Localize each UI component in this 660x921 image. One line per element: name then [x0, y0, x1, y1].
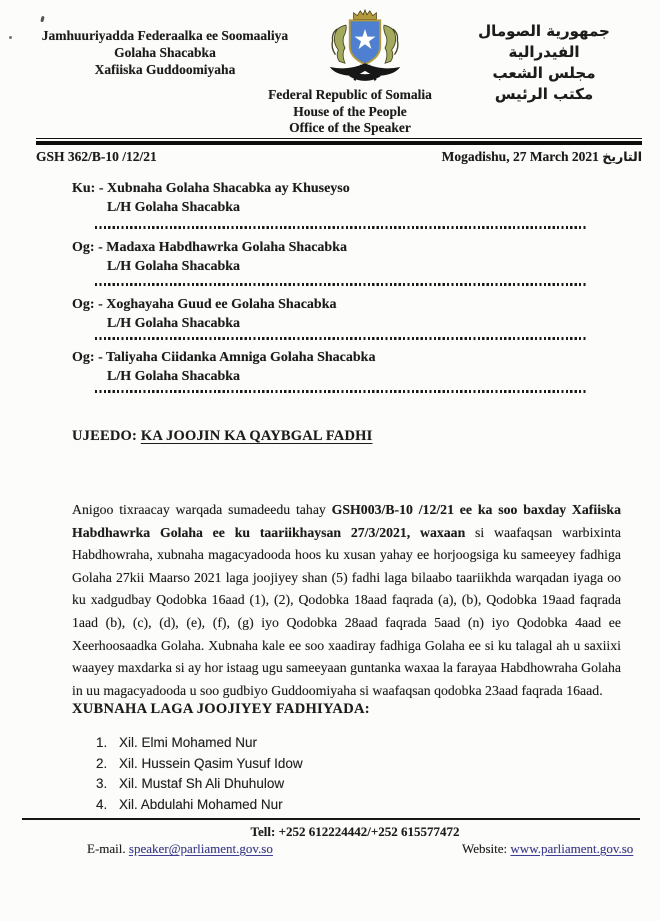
recipient-og1-line2: L/H Golaha Shacabka — [107, 259, 241, 274]
recipient-prefix: Og: — [72, 350, 99, 365]
list-item-name: Xil. Abdulahi Mohamed Nur — [119, 796, 283, 812]
scan-artifact — [40, 16, 44, 22]
recipient-prefix: Ku: — [72, 181, 99, 196]
footer-website — [462, 841, 633, 857]
list-item-number: 2. — [96, 755, 108, 771]
website-label: Website: — [462, 841, 511, 856]
footer-email — [87, 841, 273, 857]
list-heading: XUBNAHA LAGA JOOJIYEY FADHIYADA: — [72, 701, 370, 717]
tel-label: Tell: — [250, 824, 279, 839]
body-paragraph — [72, 499, 621, 702]
list-item-name: Xil. Hussein Qasim Yusuf Idow — [119, 755, 303, 771]
letterhead-arabic-line1: جمهورية الصومال الفيدرالية — [478, 22, 610, 61]
place-date: Mogadishu, 27 March 2021 — [441, 149, 599, 164]
body-rest: si waafaqsan warbixinta Habdhowraha, xubnaha magacyadooda hoos ku xusan yahay ee horjoogsiga ku sameeyey fadhiga Golaha 27kii Maarso 2021 laga joojiyey shan (5) fadhi laga bilaabo taariikhda warqadan iyaga oo ku xadgudbay Qodobka 16aad (1), (2), Qodobka 18aad faqrada (a), (b), Qodobka 19aad faqrada 1aad (b), (c), (d), (e), (f), (g) iyo Qodobka 28aad faqrada 5aad (n) iyo Qodobka 4aad ee Xeerhoosaadka Golaha. Xubnaha kale ee soo xaadiray fadhiga Golaha ee si ku talagal ah u saxiixi waayey maxdarka si ay hor istaag ugu sameeyaan guntanka waxaa la farayaa Habdhowraha Golaha in uu magacyadooda u soo gudbiyo Guddoomiyaha si waafaqsan qodobka 23aad faqrada 16aad. — [72, 524, 621, 698]
list-item-number: 3. — [96, 776, 108, 791]
scan-artifact — [9, 36, 12, 39]
list-item — [96, 774, 303, 795]
dotted-divider — [95, 390, 587, 393]
recipient-text: - Taliyaha Ciidanka Amniga Golaha Shacabka — [98, 350, 376, 365]
letterhead-somali — [36, 27, 294, 78]
reference-number: GSH 362/B-10 /12/21 — [36, 149, 157, 164]
date-word-arabic: التاريخ — [602, 149, 642, 164]
email-label: E-mail. — [87, 841, 129, 856]
recipient-og3-line2: L/H Golaha Shacabka — [107, 369, 241, 384]
list-item — [96, 733, 303, 754]
recipient-og1-line1 — [72, 240, 347, 256]
recipient-prefix: Og: — [72, 297, 99, 312]
subject-label: UJEEDO: — [72, 428, 141, 444]
recipient-og3-line1 — [72, 350, 375, 366]
letterhead-english-line2: House of the People — [293, 103, 407, 119]
footer-divider — [22, 818, 640, 820]
header-divider — [36, 138, 642, 145]
recipient-prefix: Og: — [72, 240, 99, 255]
footer-telephone — [75, 824, 635, 840]
recipient-og2-line2: L/H Golaha Shacabka — [107, 316, 241, 331]
recipient-og2-line1 — [72, 297, 337, 313]
tel-numbers: +252 612224442/+252 615577472 — [278, 824, 460, 839]
subject-heading — [72, 428, 372, 445]
body-lead: Anigoo tixraacay warqada sumadeedu tahay — [72, 502, 332, 517]
letterhead-somali-line3: Xafiiska Guddoomiyaha — [94, 62, 236, 77]
email-link[interactable]: speaker@parliament.gov.so — [128, 841, 273, 856]
recipient-ku-line2: L/H Golaha Shacabka — [107, 200, 241, 215]
body-reference-bold: GSH003/B-10 /12/21 ee ka soo baxday Xafiiska Habdhawrka Golaha ee ku taariikhaysan 27/3/2021, waxaan — [72, 502, 621, 540]
letterhead-somali-line1: Jamhuuriyadda Federaalka ee Soomaaliya — [41, 28, 289, 43]
list-item — [96, 754, 303, 775]
dotted-divider — [95, 337, 587, 340]
dotted-divider — [95, 283, 587, 286]
list-item-name: Xil. Elmi Mohamed Nur — [119, 735, 258, 750]
dotted-divider — [95, 226, 587, 229]
letterhead-somali-line2: Golaha Shacabka — [114, 45, 216, 60]
suspended-members-list — [96, 733, 303, 815]
recipient-ku-line1 — [72, 181, 350, 197]
website-link[interactable]: www.parliament.gov.so — [510, 841, 634, 856]
recipient-text: - Madaxa Habdhawrka Golaha Shacabka — [98, 240, 348, 255]
list-item-number: 1. — [96, 735, 108, 750]
date-line — [442, 149, 642, 165]
letterhead-english — [225, 87, 475, 137]
letterhead-arabic-line3: مكتب الرئيس — [494, 85, 594, 103]
somalia-coat-of-arms-icon — [322, 8, 408, 88]
letterhead-english-line1: Federal Republic of Somalia — [268, 87, 432, 102]
subject-title: KA JOOJIN KA QAYBGAL FADHI — [140, 428, 373, 444]
letterhead-arabic-line2: مجلس الشعب — [492, 64, 596, 82]
list-item — [96, 795, 303, 816]
letterhead-english-line3: Office of the Speaker — [289, 120, 411, 135]
list-item-number: 4. — [96, 796, 108, 812]
recipient-text: - Xubnaha Golaha Shacabka ay Khuseyso — [98, 181, 350, 196]
recipient-text: - Xoghayaha Guud ee Golaha Shacabka — [98, 297, 337, 312]
list-item-name: Xil. Mustaf Sh Ali Dhuhulow — [119, 776, 285, 791]
